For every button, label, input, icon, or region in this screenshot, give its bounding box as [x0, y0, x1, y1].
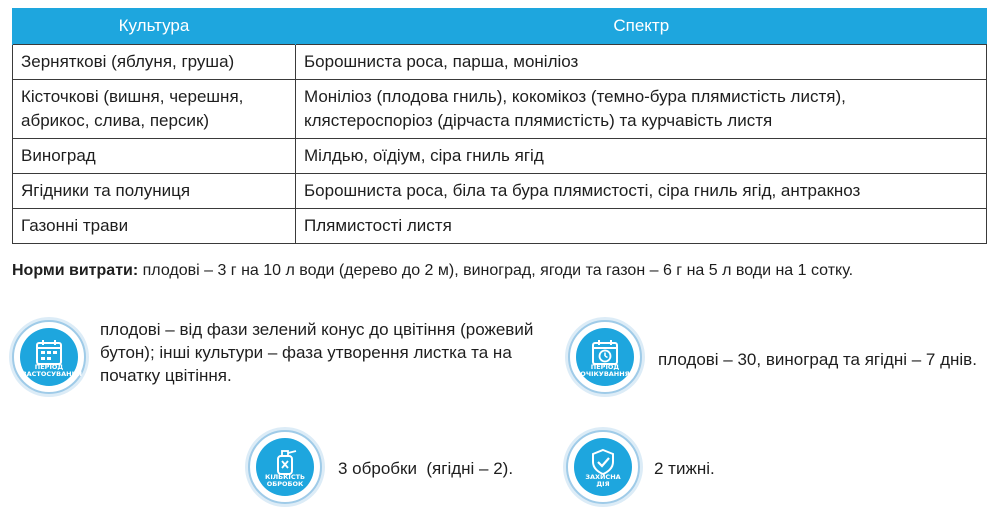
consumption-norms	[12, 262, 853, 280]
treatments-caption-1: КІЛЬКІСТЬ	[265, 473, 305, 481]
waiting-caption-1: ПЕРІОД	[590, 363, 620, 371]
calendar-clock-icon	[590, 338, 620, 366]
spectrum-cell: Мілдью, оїдіум, сіра гниль ягід	[296, 139, 987, 174]
crop-cell: Виноград	[13, 139, 296, 174]
crop-cell: Кісточкові (вишня, черешня, абрикос, слива, персик)	[13, 80, 296, 139]
norms-label: Норми витрати:	[12, 262, 139, 279]
table-row	[13, 80, 987, 139]
crop-cell: Зерняткові (яблуня, груша)	[13, 45, 296, 80]
treatments-count-text: 3 обробки (ягідні – 2).	[338, 459, 514, 478]
crop-cell: Ягідники та полуниця	[13, 174, 296, 209]
table-row	[13, 139, 987, 174]
crop-cell: Газонні трави	[13, 209, 296, 244]
period-caption-1: ПЕРІОД	[34, 363, 64, 371]
spectrum-cell: Борошниста роса, біла та бура плямистості, сіра гниль ягід, антракноз	[296, 174, 987, 209]
protective-action-text: 2 тижні.	[654, 459, 715, 478]
protective-action-badge	[566, 430, 640, 504]
spectrum-table	[12, 8, 987, 244]
waiting-period-badge	[568, 320, 642, 394]
protection-caption-1: ЗАХИСНА	[585, 473, 621, 481]
waiting-caption-2: ОЧІКУВАННЯ	[580, 370, 630, 378]
shield-check-icon	[588, 448, 618, 476]
header-spectrum: Спектр	[296, 8, 987, 45]
sprayer-icon	[270, 448, 300, 476]
norms-text: плодові – 3 г на 10 л води (дерево до 2 м), виноград, ягоди та газон – 6 г на 5 л води на 1 сотку.	[138, 262, 854, 279]
waiting-period-text: плодові – 30, виноград та ягідні – 7 днів.	[658, 350, 977, 369]
header-crop: Культура	[13, 8, 296, 45]
spectrum-cell: Борошниста роса, парша, моніліоз	[296, 45, 987, 80]
application-period-badge	[12, 320, 86, 394]
treatments-count-badge	[248, 430, 322, 504]
spectrum-cell: Плямистості листя	[296, 209, 987, 244]
application-period-text: плодові – від фази зелений конус до цвітіння (рожевий бутон); інші культури – фаза утворення листка та на початку цвітіння.	[100, 320, 534, 385]
table-row	[13, 174, 987, 209]
table-row	[13, 45, 987, 80]
table-header-row	[13, 8, 987, 45]
period-caption-2: ЗАСТОСУВАННЯ	[22, 370, 83, 378]
calendar-icon	[34, 338, 64, 366]
protection-caption-2: ДІЯ	[596, 480, 610, 488]
spectrum-cell: Моніліоз (плодова гниль), кокомікоз (темно-бура плямистість листя), клястероспоріоз (дірчаста плямистість) та курчавість листя	[296, 80, 987, 139]
treatments-caption-2: ОБРОБОК	[266, 480, 304, 488]
table-row	[13, 209, 987, 244]
